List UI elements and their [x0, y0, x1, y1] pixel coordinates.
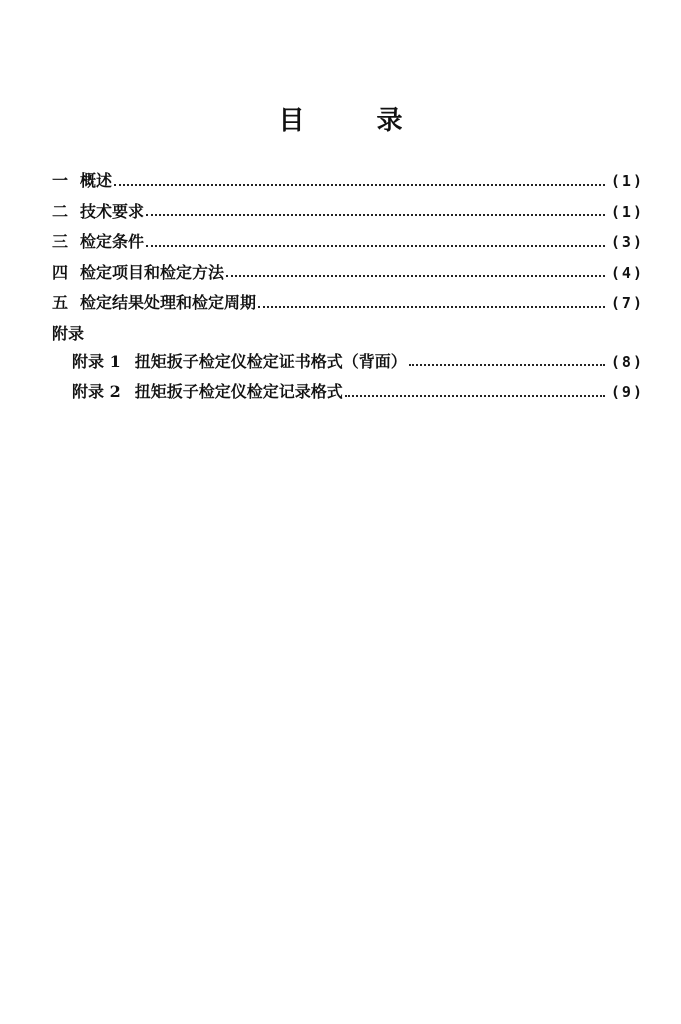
page-title: [0, 100, 681, 137]
toc-entry-appendix-2: [52, 379, 644, 410]
toc-entry-number: 五: [52, 293, 69, 312]
toc-entry-appendix-1: [52, 349, 644, 380]
toc-entry-label: 扭矩扳子检定仪检定证书格式（背面）: [134, 351, 407, 371]
toc-entry-page: (1): [610, 202, 644, 221]
toc-entry-overview: [52, 168, 644, 199]
toc-entry-label: 概述: [80, 171, 113, 190]
title-char-left: 目: [278, 106, 305, 136]
toc-entry-number: 三: [52, 232, 69, 251]
dot-leader: [345, 394, 605, 397]
toc-entry-label: 检定条件: [80, 232, 145, 251]
toc-entry-number: 四: [52, 262, 69, 282]
dot-leader: [409, 363, 605, 366]
dot-leader: [146, 213, 605, 216]
table-of-contents: [52, 168, 644, 410]
toc-entry-verification-conditions: [52, 229, 644, 260]
toc-entry-page: (3): [610, 233, 644, 251]
dot-leader: [226, 274, 605, 277]
toc-entry-page: (9): [610, 383, 644, 401]
toc-entry-page: (7): [610, 294, 644, 312]
toc-entry-number: 一: [52, 171, 69, 190]
appendix-heading: 附录: [52, 323, 85, 343]
toc-entry-technical-requirements: [52, 199, 644, 230]
appendix-number: 附录 1: [72, 351, 121, 371]
dot-leader: [146, 244, 605, 247]
toc-entry-page: (8): [610, 352, 644, 371]
toc-entry-results-and-period: [52, 290, 644, 321]
toc-entry-label: 扭矩扳子检定仪检定记录格式: [134, 382, 343, 401]
toc-entry-number: 二: [52, 201, 69, 221]
dot-leader: [258, 305, 605, 308]
toc-entry-label: 检定结果处理和检定周期: [80, 293, 257, 312]
toc-entry-label: 检定项目和检定方法: [80, 262, 225, 282]
toc-entry-label: 技术要求: [80, 201, 145, 221]
toc-entry-verification-items-methods: [52, 260, 644, 291]
title-char-right: 录: [376, 106, 403, 136]
dot-leader: [114, 183, 605, 186]
toc-entry-page: (4): [610, 263, 644, 282]
appendix-number: 附录 2: [72, 382, 121, 401]
toc-entry-page: (1): [610, 172, 644, 190]
